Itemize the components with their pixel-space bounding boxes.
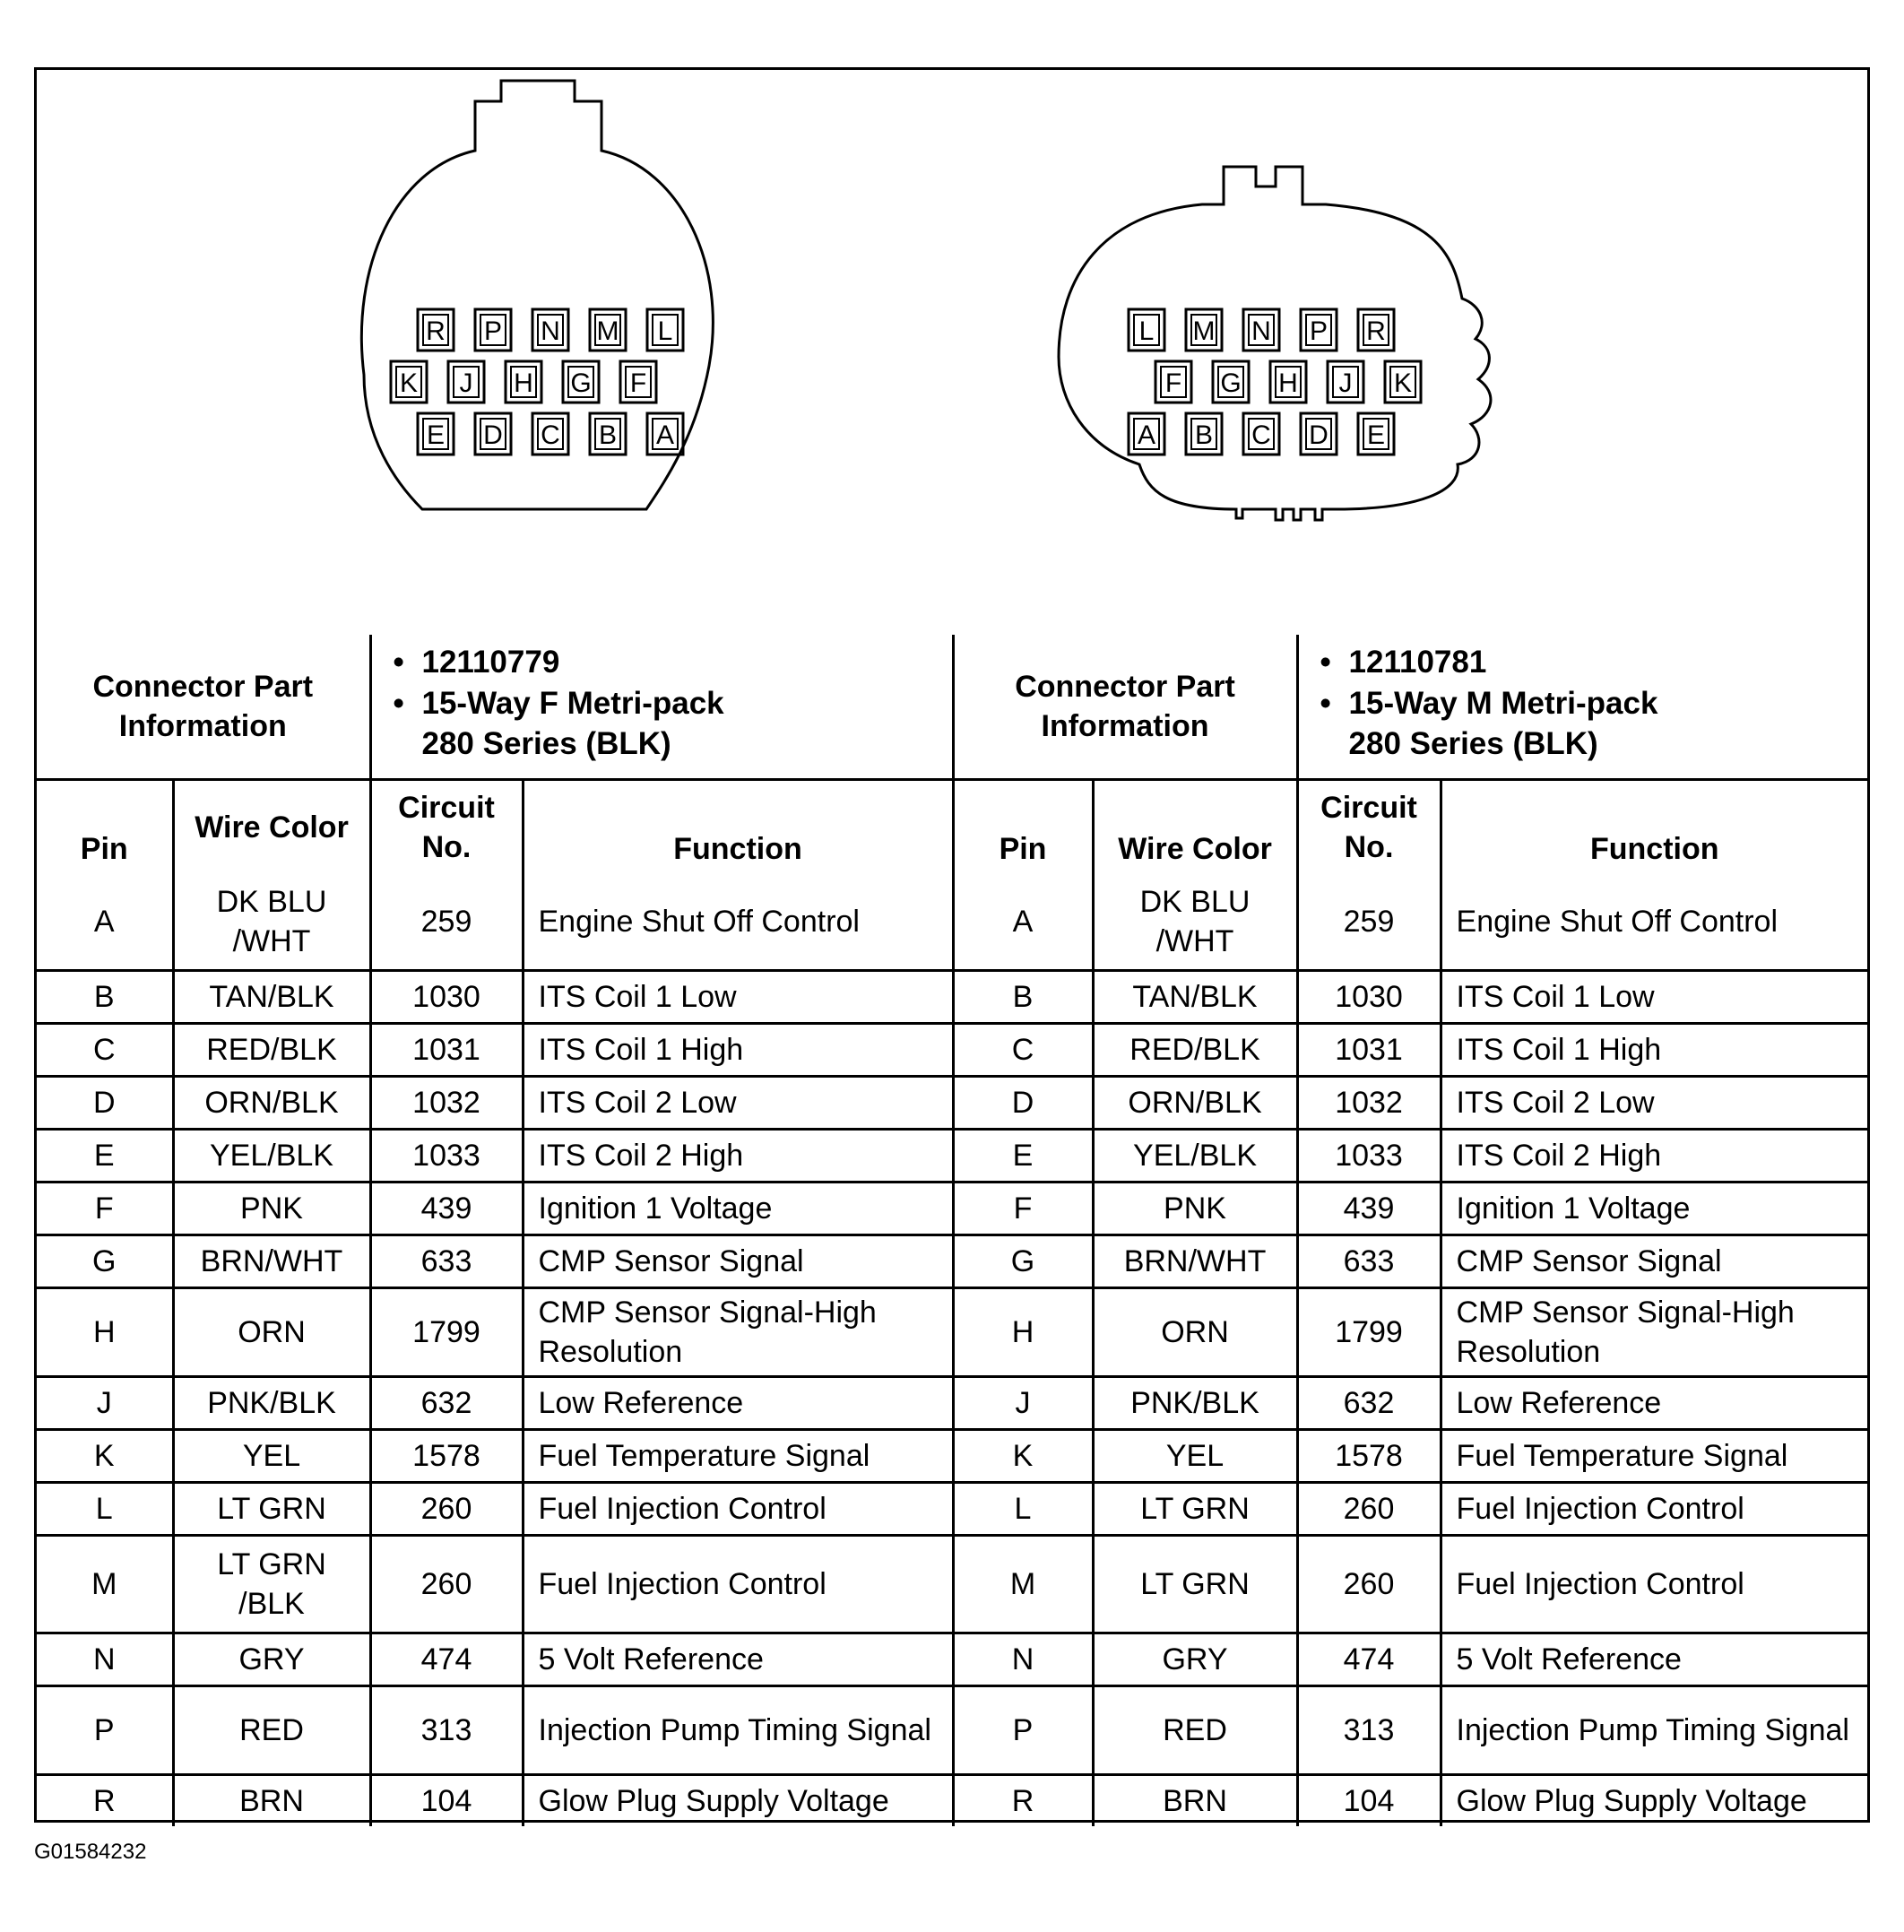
svg-text:P: P <box>483 316 503 346</box>
right-circuit: 1799 <box>1297 1288 1441 1377</box>
svg-text:F: F <box>629 368 647 398</box>
svg-text:M: M <box>1192 316 1216 346</box>
right-function: CMP Sensor Signal <box>1441 1235 1867 1288</box>
f-pin-N <box>532 309 568 351</box>
right-wire-color: YEL/BLK <box>1093 1130 1297 1183</box>
right-wire-color: TAN/BLK <box>1093 971 1297 1024</box>
f-pin-C <box>532 413 568 455</box>
m-pin-R <box>1358 309 1394 351</box>
left-wire-color: RED/BLK <box>173 1024 370 1077</box>
left-pin: H <box>37 1288 173 1377</box>
table-row <box>37 1130 1867 1183</box>
m-pin-B <box>1186 413 1222 455</box>
right-circuit: 260 <box>1297 1536 1441 1633</box>
right-pin: K <box>953 1430 1093 1483</box>
left-function: Fuel Injection Control <box>523 1483 953 1536</box>
right-wire-color: DK BLU /WHT <box>1093 874 1297 971</box>
m-pin-P <box>1301 309 1337 351</box>
left-header-wire-color: Wire Color <box>173 780 370 875</box>
left-function: CMP Sensor Signal <box>523 1235 953 1288</box>
svg-text:B: B <box>1194 420 1214 450</box>
svg-text:C: C <box>541 420 560 450</box>
svg-text:R: R <box>426 316 446 346</box>
table-row <box>37 1536 1867 1633</box>
left-function: Engine Shut Off Control <box>523 874 953 971</box>
svg-text:N: N <box>1251 316 1271 346</box>
f-pin-E <box>418 413 454 455</box>
left-circuit: 439 <box>370 1183 523 1235</box>
f-pin-M <box>590 309 626 351</box>
right-function: ITS Coil 2 High <box>1441 1130 1867 1183</box>
right-circuit: 104 <box>1297 1775 1441 1827</box>
f-pin-B <box>590 413 626 455</box>
right-wire-color: ORN <box>1093 1288 1297 1377</box>
svg-text:L: L <box>657 316 673 346</box>
svg-text:K: K <box>399 368 419 398</box>
m-pin-D <box>1301 413 1337 455</box>
m-pin-A <box>1129 413 1164 455</box>
f-pin-A <box>647 413 683 455</box>
right-circuit: 1033 <box>1297 1130 1441 1183</box>
left-wire-color: ORN/BLK <box>173 1077 370 1130</box>
right-function: CMP Sensor Signal-High Resolution <box>1441 1288 1867 1377</box>
svg-text:R: R <box>1366 316 1386 346</box>
connector-face-diagrams <box>37 70 1867 635</box>
right-header-function: Function <box>1441 780 1867 875</box>
left-function: Fuel Injection Control <box>523 1536 953 1633</box>
m-pin-N <box>1243 309 1279 351</box>
right-pin: G <box>953 1235 1093 1288</box>
right-circuit: 632 <box>1297 1377 1441 1430</box>
right-wire-color: ORN/BLK <box>1093 1077 1297 1130</box>
f-pin-F <box>620 361 656 403</box>
svg-text:B: B <box>598 420 618 450</box>
right-wire-color: BRN/WHT <box>1093 1235 1297 1288</box>
right-circuit: 259 <box>1297 874 1441 971</box>
right-pin: H <box>953 1288 1093 1377</box>
left-pin: P <box>37 1686 173 1775</box>
right-function: Ignition 1 Voltage <box>1441 1183 1867 1235</box>
diagram-frame <box>34 67 1870 1823</box>
left-pin: G <box>37 1235 173 1288</box>
left-pin: A <box>37 874 173 971</box>
f-pin-K <box>391 361 427 403</box>
right-function: Fuel Injection Control <box>1441 1483 1867 1536</box>
left-part-number: • 12110779 <box>422 642 943 683</box>
left-function: ITS Coil 2 Low <box>523 1077 953 1130</box>
left-pin: R <box>37 1775 173 1827</box>
right-header-wire-color: Wire Color <box>1093 780 1297 875</box>
table-row <box>37 1235 1867 1288</box>
table-row <box>37 1024 1867 1077</box>
right-function: Fuel Temperature Signal <box>1441 1430 1867 1483</box>
pinout-rows <box>37 874 1867 1826</box>
right-pin: J <box>953 1377 1093 1430</box>
right-circuit: 1578 <box>1297 1430 1441 1483</box>
m-pin-H <box>1270 361 1306 403</box>
svg-text:J: J <box>1338 368 1353 398</box>
svg-text:P: P <box>1309 316 1328 346</box>
right-pin: F <box>953 1183 1093 1235</box>
m-pin-G <box>1213 361 1249 403</box>
f-pin-D <box>475 413 511 455</box>
right-function: Glow Plug Supply Voltage <box>1441 1775 1867 1827</box>
left-pin: K <box>37 1430 173 1483</box>
svg-text:F: F <box>1164 368 1182 398</box>
right-function: Engine Shut Off Control <box>1441 874 1867 971</box>
svg-text:G: G <box>1220 368 1242 398</box>
left-wire-color: BRN/WHT <box>173 1235 370 1288</box>
svg-text:K: K <box>1393 368 1413 398</box>
table-row <box>37 971 1867 1024</box>
left-circuit: 632 <box>370 1377 523 1430</box>
left-function: CMP Sensor Signal-High Resolution <box>523 1288 953 1377</box>
left-wire-color: ORN <box>173 1288 370 1377</box>
right-function: Fuel Injection Control <box>1441 1536 1867 1633</box>
left-pin: D <box>37 1077 173 1130</box>
left-pin: F <box>37 1183 173 1235</box>
left-pin: L <box>37 1483 173 1536</box>
connector-pinout-table <box>37 635 1867 1826</box>
right-pin: R <box>953 1775 1093 1827</box>
m-pin-L <box>1129 309 1164 351</box>
left-wire-color: PNK/BLK <box>173 1377 370 1430</box>
svg-text:E: E <box>426 420 446 450</box>
connector-m-pins <box>1129 309 1421 455</box>
left-header-function: Function <box>523 780 953 875</box>
m-pin-C <box>1243 413 1279 455</box>
left-header-circuit: Circuit No. <box>370 780 523 875</box>
left-header-pin: Pin <box>37 780 173 875</box>
right-header-pin: Pin <box>953 780 1093 875</box>
right-pin: C <box>953 1024 1093 1077</box>
right-wire-color: RED/BLK <box>1093 1024 1297 1077</box>
left-wire-color: TAN/BLK <box>173 971 370 1024</box>
right-wire-color: BRN <box>1093 1775 1297 1827</box>
left-circuit: 104 <box>370 1775 523 1827</box>
right-wire-color: YEL <box>1093 1430 1297 1483</box>
svg-text:E: E <box>1366 420 1386 450</box>
right-wire-color: RED <box>1093 1686 1297 1775</box>
svg-text:N: N <box>541 316 560 346</box>
left-description-line1: • 15-Way F Metri-pack <box>422 683 943 724</box>
right-circuit: 1031 <box>1297 1024 1441 1077</box>
left-description-line2: 280 Series (BLK) <box>421 726 671 761</box>
left-pin: B <box>37 971 173 1024</box>
left-function: Injection Pump Timing Signal <box>523 1686 953 1775</box>
left-circuit: 260 <box>370 1536 523 1633</box>
left-function: Glow Plug Supply Voltage <box>523 1775 953 1827</box>
svg-text:D: D <box>1309 420 1328 450</box>
left-circuit: 1799 <box>370 1288 523 1377</box>
right-pin: M <box>953 1536 1093 1633</box>
left-function: Fuel Temperature Signal <box>523 1430 953 1483</box>
right-circuit: 260 <box>1297 1483 1441 1536</box>
left-wire-color: BRN <box>173 1775 370 1827</box>
left-circuit: 633 <box>370 1235 523 1288</box>
right-circuit: 474 <box>1297 1633 1441 1686</box>
f-pin-H <box>506 361 541 403</box>
m-pin-J <box>1328 361 1363 403</box>
left-pin: N <box>37 1633 173 1686</box>
right-circuit: 1030 <box>1297 971 1441 1024</box>
table-row <box>37 1633 1867 1686</box>
right-circuit: 633 <box>1297 1235 1441 1288</box>
table-row <box>37 1288 1867 1377</box>
left-wire-color: LT GRN <box>173 1483 370 1536</box>
svg-text:H: H <box>514 368 533 398</box>
right-header-circuit: Circuit No. <box>1297 780 1441 875</box>
right-description-line2: 280 Series (BLK) <box>1348 726 1598 761</box>
f-pin-G <box>563 361 599 403</box>
f-pin-R <box>418 309 454 351</box>
left-function: ITS Coil 1 Low <box>523 971 953 1024</box>
f-pin-L <box>647 309 683 351</box>
left-wire-color: LT GRN /BLK <box>173 1536 370 1633</box>
m-pin-K <box>1385 361 1421 403</box>
left-wire-color: PNK <box>173 1183 370 1235</box>
right-function: ITS Coil 2 Low <box>1441 1077 1867 1130</box>
left-circuit: 259 <box>370 874 523 971</box>
right-description-line1: • 15-Way M Metri-pack <box>1349 683 1859 724</box>
right-pin: A <box>953 874 1093 971</box>
left-circuit: 313 <box>370 1686 523 1775</box>
table-row <box>37 874 1867 971</box>
m-pin-M <box>1186 309 1222 351</box>
right-wire-color: LT GRN <box>1093 1483 1297 1536</box>
right-pin: B <box>953 971 1093 1024</box>
svg-text:A: A <box>1137 420 1156 450</box>
right-circuit: 313 <box>1297 1686 1441 1775</box>
figure-id: G01584232 <box>34 1840 147 1864</box>
table-row <box>37 1430 1867 1483</box>
left-part-info <box>370 635 953 780</box>
svg-text:C: C <box>1251 420 1271 450</box>
left-circuit: 1578 <box>370 1430 523 1483</box>
table-row <box>37 1377 1867 1430</box>
left-circuit: 474 <box>370 1633 523 1686</box>
right-function: Injection Pump Timing Signal <box>1441 1686 1867 1775</box>
right-function: ITS Coil 1 High <box>1441 1024 1867 1077</box>
table-row <box>37 1775 1867 1827</box>
right-function: Low Reference <box>1441 1377 1867 1430</box>
svg-text:D: D <box>483 420 503 450</box>
left-pin: E <box>37 1130 173 1183</box>
table-row <box>37 1686 1867 1775</box>
table-row <box>37 1183 1867 1235</box>
svg-text:G: G <box>570 368 592 398</box>
right-wire-color: GRY <box>1093 1633 1297 1686</box>
svg-text:L: L <box>1138 316 1155 346</box>
left-function: Ignition 1 Voltage <box>523 1183 953 1235</box>
left-function: Low Reference <box>523 1377 953 1430</box>
svg-text:H: H <box>1278 368 1298 398</box>
left-wire-color: GRY <box>173 1633 370 1686</box>
left-pin: C <box>37 1024 173 1077</box>
m-pin-F <box>1155 361 1191 403</box>
left-pin: J <box>37 1377 173 1430</box>
right-info-label: Connector Part Information <box>953 635 1297 780</box>
right-part-number: • 12110781 <box>1349 642 1859 683</box>
right-function: 5 Volt Reference <box>1441 1633 1867 1686</box>
right-pin: L <box>953 1483 1093 1536</box>
left-wire-color: DK BLU /WHT <box>173 874 370 971</box>
left-info-label: Connector Part Information <box>37 635 370 780</box>
left-wire-color: RED <box>173 1686 370 1775</box>
left-wire-color: YEL <box>173 1430 370 1483</box>
left-function: ITS Coil 1 High <box>523 1024 953 1077</box>
svg-text:J: J <box>459 368 473 398</box>
left-wire-color: YEL/BLK <box>173 1130 370 1183</box>
right-circuit: 1032 <box>1297 1077 1441 1130</box>
right-pin: D <box>953 1077 1093 1130</box>
left-function: ITS Coil 2 High <box>523 1130 953 1183</box>
right-pin: P <box>953 1686 1093 1775</box>
m-pin-E <box>1358 413 1394 455</box>
right-wire-color: PNK/BLK <box>1093 1377 1297 1430</box>
f-pin-J <box>448 361 484 403</box>
right-wire-color: LT GRN <box>1093 1536 1297 1633</box>
svg-text:A: A <box>655 420 675 450</box>
left-circuit: 1031 <box>370 1024 523 1077</box>
f-pin-P <box>475 309 511 351</box>
left-circuit: 1032 <box>370 1077 523 1130</box>
right-wire-color: PNK <box>1093 1183 1297 1235</box>
right-pin: E <box>953 1130 1093 1183</box>
right-function: ITS Coil 1 Low <box>1441 971 1867 1024</box>
right-circuit: 439 <box>1297 1183 1441 1235</box>
left-circuit: 1033 <box>370 1130 523 1183</box>
left-function: 5 Volt Reference <box>523 1633 953 1686</box>
right-part-info <box>1297 635 1867 780</box>
connector-f-pins <box>391 309 683 455</box>
table-row <box>37 1077 1867 1130</box>
svg-text:M: M <box>596 316 619 346</box>
right-pin: N <box>953 1633 1093 1686</box>
left-pin: M <box>37 1536 173 1633</box>
table-row <box>37 1483 1867 1536</box>
left-circuit: 260 <box>370 1483 523 1536</box>
left-circuit: 1030 <box>370 971 523 1024</box>
